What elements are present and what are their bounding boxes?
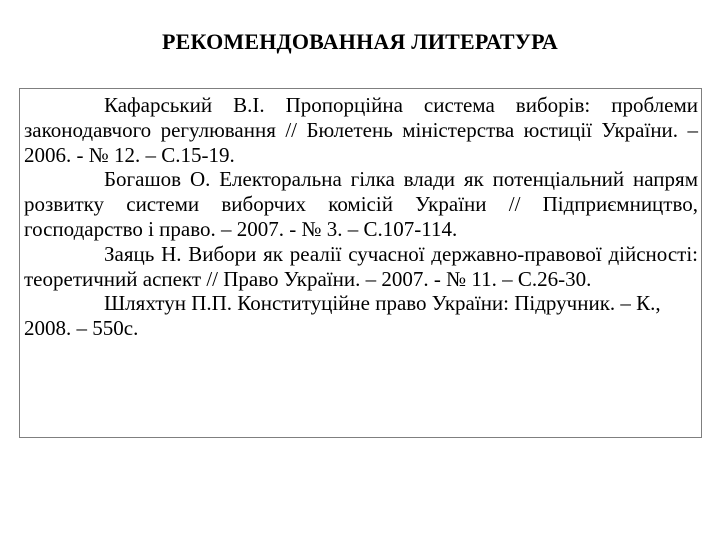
reference-item: Богашов О. Електоральна гілка влади як потенціальний напрям розвитку системи виборчих комісій України // Підприємництво, господарство і право. – 2007. - № 3. – С.107-114. <box>24 167 698 241</box>
reference-item: Шляхтун П.П. Конституційне право України: Підручник. – К., 2008. – 550с. <box>24 291 661 341</box>
reference-item: Заяць Н. Вибори як реалії сучасної державно-правової дійсності: теоретичний аспект // Право України. – 2007. - № 11. – С.26-30. <box>24 241 698 291</box>
reference-item: Кафарський В.І. Пропорційна система виборів: проблеми законодавчого регулювання // Бюлетень міністерства юстиції України. – 2006. - № 12. – С.15-19. <box>24 93 698 167</box>
slide-title: РЕКОМЕНДОВАННАЯ ЛИТЕРАТУРА <box>161 29 559 54</box>
reference-list <box>24 93 698 341</box>
